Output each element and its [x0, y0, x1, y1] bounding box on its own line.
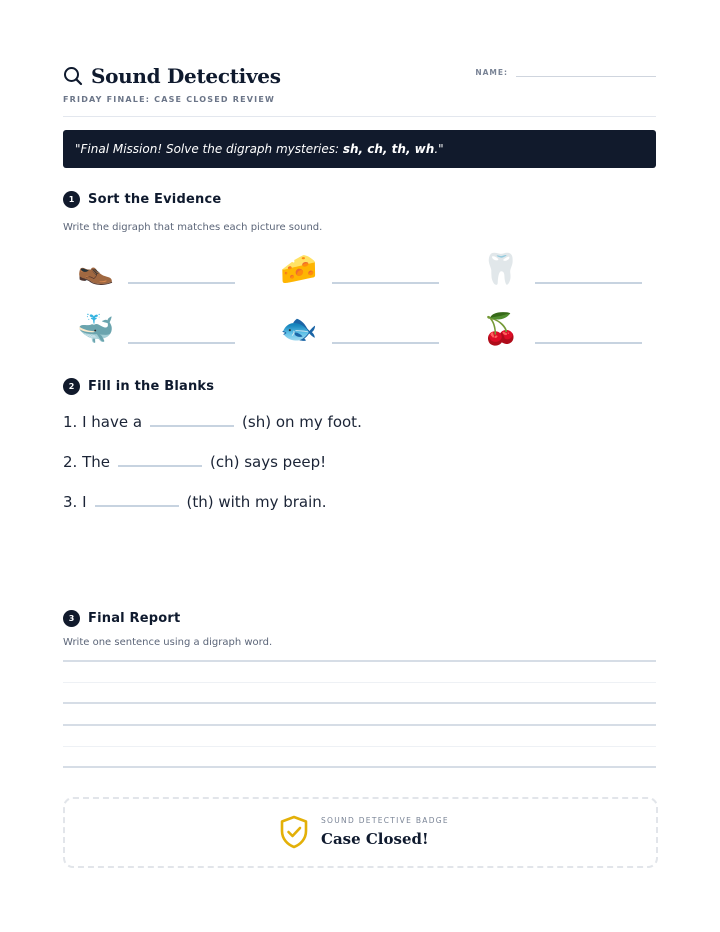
evidence-item [481, 310, 651, 350]
answer-line[interactable] [128, 342, 235, 344]
evidence-item [76, 250, 246, 290]
sentence-end: (ch) says peep! [209, 453, 327, 471]
blank-line[interactable] [95, 491, 179, 507]
answer-line[interactable] [332, 342, 439, 344]
name-field[interactable] [516, 66, 656, 77]
evidence-item [279, 310, 449, 350]
section-3-instruction: Write one sentence using a digraph word. [63, 637, 273, 648]
cheese-icon: 🧀 [280, 252, 318, 287]
mission-text-prefix: "Final Mission! Solve the digraph mysteries: [75, 142, 343, 156]
sentence-row [63, 491, 327, 511]
sentence-start: 1. I have a [63, 413, 143, 431]
mission-text [63, 142, 444, 156]
mission-text-digraphs: sh, ch, th, wh [342, 142, 435, 156]
badge-text [321, 816, 449, 848]
sentence-start: 3. I [63, 493, 87, 511]
whale-icon: 🐳 [77, 312, 115, 347]
page-subtitle: FRIDAY FINALE: CASE CLOSED REVIEW [63, 95, 276, 104]
section-title: Final Report [88, 611, 181, 626]
badge-content [279, 815, 449, 849]
answer-line[interactable] [535, 342, 642, 344]
section-number: 3 [63, 610, 80, 627]
writing-guide-line [63, 746, 656, 747]
page-title: Sound Detectives [91, 64, 281, 88]
answer-line[interactable] [128, 282, 235, 284]
blank-line[interactable] [150, 411, 234, 427]
section-2-header [63, 378, 214, 395]
magnifying-glass-icon [63, 66, 83, 86]
sentence-row [63, 411, 362, 431]
name-label: NAME: [475, 68, 508, 77]
section-number: 2 [63, 378, 80, 395]
writing-line[interactable] [63, 660, 656, 662]
section-1-header [63, 191, 221, 208]
mission-banner [63, 130, 656, 168]
sentence-end: (th) with my brain. [186, 493, 327, 511]
shoe-icon: 👞 [77, 252, 115, 287]
shield-check-icon [279, 815, 309, 849]
answer-line[interactable] [535, 282, 642, 284]
title-row [63, 64, 281, 88]
evidence-item [76, 310, 246, 350]
section-title: Fill in the Blanks [88, 379, 215, 394]
section-1-instruction: Write the digraph that matches each picture sound. [63, 222, 323, 233]
writing-line[interactable] [63, 702, 656, 704]
section-number: 1 [63, 191, 80, 208]
evidence-item [279, 250, 449, 290]
answer-line[interactable] [332, 282, 439, 284]
blank-line[interactable] [118, 451, 202, 467]
name-field-group [475, 66, 656, 77]
page-header [63, 64, 656, 117]
mission-text-suffix: ." [434, 142, 444, 156]
section-3-header [63, 610, 180, 627]
evidence-item [481, 250, 651, 290]
badge-title: Case Closed! [321, 830, 429, 848]
writing-guide-line [63, 682, 656, 683]
tooth-icon: 🦷 [482, 252, 520, 287]
section-title: Sort the Evidence [88, 192, 222, 207]
writing-line[interactable] [63, 766, 656, 768]
detective-badge [63, 797, 658, 868]
badge-kicker: SOUND DETECTIVE BADGE [321, 816, 449, 825]
writing-line[interactable] [63, 724, 656, 726]
sentence-row [63, 451, 326, 471]
sentence-start: 2. The [63, 453, 110, 471]
fish-icon: 🐟 [280, 312, 318, 347]
sentence-end: (sh) on my foot. [242, 413, 362, 431]
cherry-icon: 🍒 [482, 312, 520, 347]
